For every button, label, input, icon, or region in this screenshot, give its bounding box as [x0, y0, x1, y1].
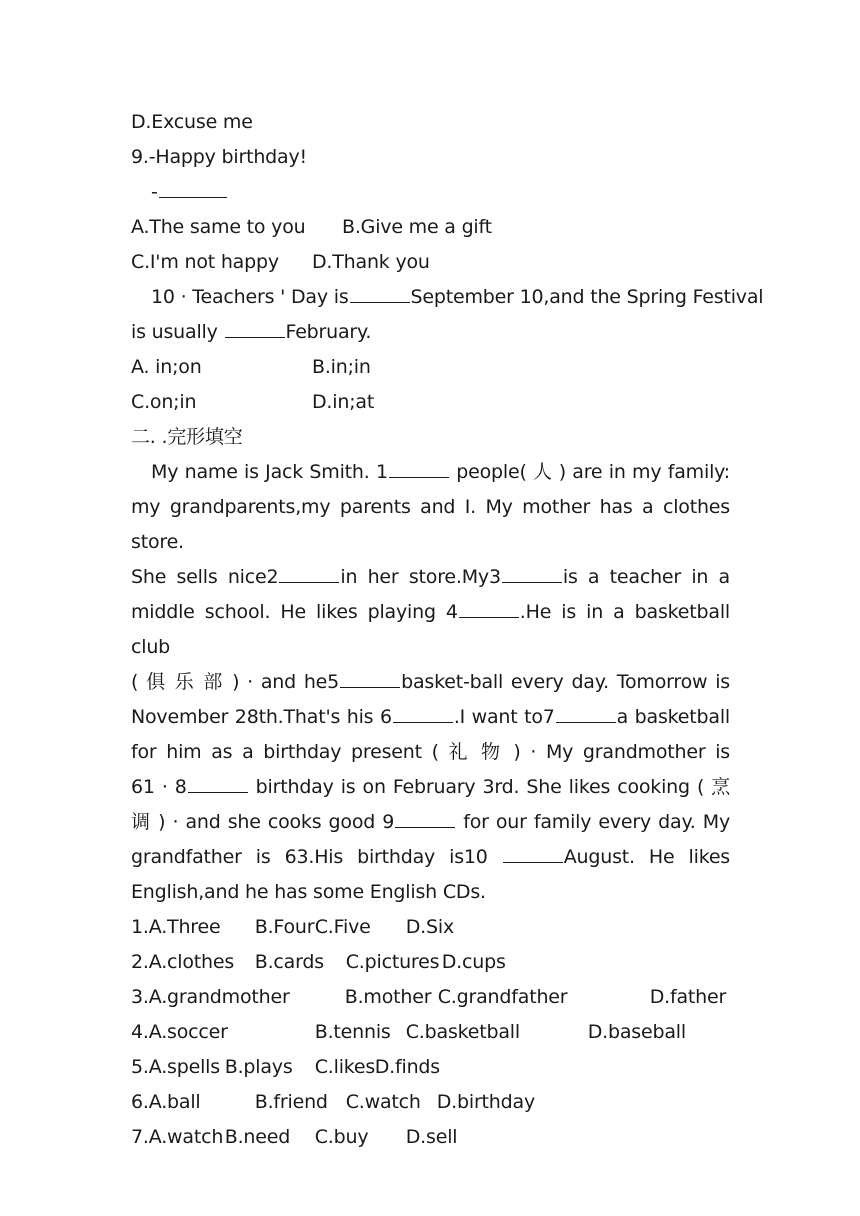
- answer-option: D.sell: [405, 1126, 458, 1148]
- passage-text: basket-ball every day. Tomorrow is: [401, 671, 730, 693]
- answer-option: D.finds: [374, 1056, 440, 1078]
- answer-option: D.birthday: [436, 1091, 535, 1113]
- q10-text-2: September 10,and the Spring Festival: [410, 286, 764, 308]
- answer-option: B.Four: [254, 916, 315, 938]
- answer-option: A.soccer: [148, 1021, 228, 1043]
- passage-line-1: [131, 455, 730, 490]
- passage-line-8: [131, 770, 730, 805]
- passage-text: grandfather is 63.His birthday is10: [131, 846, 502, 868]
- passage-line-5: [131, 665, 730, 700]
- answer-option: D.baseball: [587, 1021, 686, 1043]
- passage-text: August. He likes: [563, 846, 731, 868]
- answer-number: 3.: [131, 986, 149, 1008]
- passage-text: .He is in a basketball club: [131, 601, 730, 658]
- answer-option: A.watch: [148, 1126, 224, 1148]
- answer-row-6: [131, 1085, 730, 1120]
- q9-prompt: 9.-Happy birthday!: [131, 146, 307, 168]
- q10-options-row-1: [131, 350, 730, 385]
- q9-option-c: C.I'm not happy: [131, 251, 279, 273]
- passage-line-6: [131, 700, 730, 735]
- answer-option: C.likes: [314, 1056, 376, 1078]
- answer-option: C.pictures: [345, 951, 440, 973]
- passage-line-3: [131, 560, 730, 595]
- answer-option: C.basketball: [405, 1021, 520, 1043]
- answer-blank: [502, 562, 562, 583]
- answer-options: [131, 910, 730, 1155]
- answer-number: 7.: [131, 1126, 149, 1148]
- q9-option-b: B.Give me a gift: [342, 216, 492, 238]
- answer-option: A.ball: [148, 1091, 201, 1113]
- answer-row-7: [131, 1120, 730, 1155]
- passage-text: 61 · 8: [131, 776, 187, 798]
- answer-number: 1.: [131, 916, 149, 938]
- answer-blank: [393, 702, 453, 723]
- passage-line-7: for him as a birthday present ( 礼 物 ) · My grandmother is: [131, 741, 730, 763]
- q10-option-a: A. in;on: [131, 356, 202, 378]
- q9-option-d: D.Thank you: [312, 251, 430, 273]
- answer-blank: [159, 177, 227, 198]
- passage-line-2: my grandparents,my parents and I. My mother has a clothes store.: [131, 496, 730, 553]
- passage-line-4: [131, 595, 730, 665]
- answer-blank: [395, 807, 455, 828]
- passage-text: She sells nice2: [131, 566, 279, 588]
- q8-option-d: D.Excuse me: [131, 111, 253, 133]
- q10-options-row-2: [131, 385, 730, 420]
- q10-option-d: D.in;at: [312, 391, 375, 413]
- q9-options-row-1: [131, 210, 730, 245]
- passage-text: November 28th.That's his 6: [131, 706, 392, 728]
- passage-text: birthday is on February 3rd. She likes cooking ( 烹: [248, 776, 731, 798]
- answer-blank: [340, 667, 400, 688]
- answer-option: C.grandfather: [437, 986, 568, 1008]
- answer-blank: [503, 842, 563, 863]
- answer-option: C.Five: [314, 916, 371, 938]
- q10-line-2: [131, 315, 730, 350]
- answer-row-1: [131, 910, 730, 945]
- passage-line-10: [131, 840, 730, 875]
- passage-text: .I want to7: [453, 706, 555, 728]
- passage-text: is a teacher in a: [562, 566, 730, 588]
- passage-text: in her store.My3: [340, 566, 501, 588]
- answer-row-4: [131, 1015, 730, 1050]
- section-title: 二. .完形填空: [131, 426, 243, 448]
- answer-option: B.cards: [254, 951, 324, 973]
- passage-line-11: English,and he has some English CDs.: [131, 881, 486, 903]
- answer-number: 5.: [131, 1056, 149, 1078]
- q10-option-c: C.on;in: [131, 391, 197, 413]
- document-content: [131, 105, 764, 1155]
- q10-text-1: 10 · Teachers ' Day is: [151, 286, 349, 308]
- passage-text: for our family every day. My: [456, 811, 730, 833]
- q10-text-4: February.: [285, 321, 372, 343]
- q10-line-1: [131, 280, 764, 315]
- q9-reply: [131, 175, 730, 210]
- passage-text: a basketball: [616, 706, 730, 728]
- answer-blank: [188, 772, 248, 793]
- answer-blank: [279, 562, 339, 583]
- answer-option: B.tennis: [314, 1021, 391, 1043]
- answer-option: B.plays: [224, 1056, 293, 1078]
- q9-option-a: A.The same to you: [131, 216, 306, 238]
- answer-option: B.mother: [344, 986, 432, 1008]
- answer-number: 2.: [131, 951, 149, 973]
- answer-option: D.father: [649, 986, 727, 1008]
- answer-row-2: [131, 945, 730, 980]
- answer-number: 6.: [131, 1091, 149, 1113]
- answer-option: A.Three: [148, 916, 221, 938]
- q10-text-3: is usually: [131, 321, 224, 343]
- answer-blank: [225, 317, 285, 338]
- answer-option: A.grandmother: [148, 986, 290, 1008]
- answer-option: D.cups: [441, 951, 506, 973]
- passage-text: 调 ) · and she cooks good 9: [131, 811, 395, 833]
- answer-option: A.spells: [148, 1056, 220, 1078]
- q9-reply-prefix: -: [151, 181, 158, 203]
- q9-options-row-2: [131, 245, 730, 280]
- answer-option: C.buy: [314, 1126, 369, 1148]
- answer-blank: [556, 702, 616, 723]
- answer-option: D.Six: [405, 916, 454, 938]
- answer-blank: [389, 457, 449, 478]
- answer-option: B.need: [224, 1126, 291, 1148]
- passage-text: My name is Jack Smith. 1: [151, 461, 388, 483]
- passage-text: middle school. He likes playing 4: [131, 601, 458, 623]
- answer-row-3: [131, 980, 730, 1015]
- q10-option-b: B.in;in: [312, 356, 371, 378]
- passage-text: ( 俱 乐 部 ) · and he5: [131, 671, 340, 693]
- passage-text: people( 人 ) are in my family:: [449, 461, 731, 483]
- answer-blank: [459, 597, 519, 618]
- passage-line-9: [131, 805, 730, 840]
- answer-option: B.friend: [254, 1091, 328, 1113]
- answer-number: 4.: [131, 1021, 149, 1043]
- answer-option: C.watch: [345, 1091, 421, 1113]
- answer-option: A.clothes: [148, 951, 235, 973]
- answer-blank: [350, 282, 410, 303]
- answer-row-5: [131, 1050, 730, 1085]
